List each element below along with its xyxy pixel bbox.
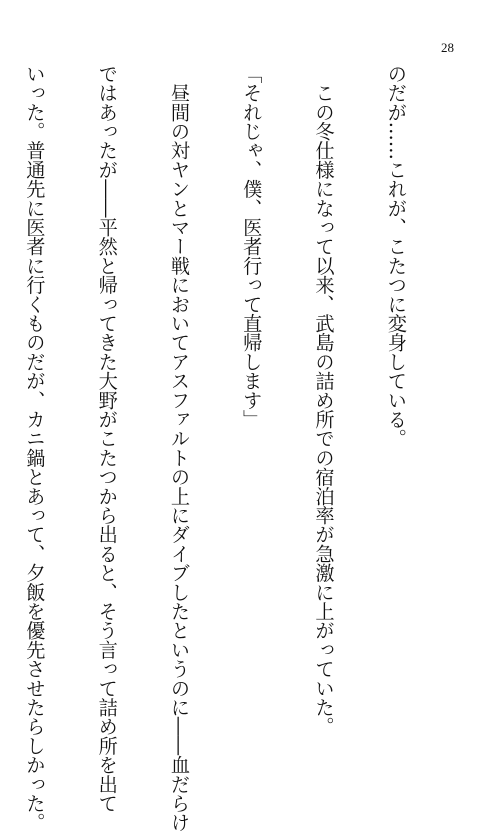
text-line: 昼間の対ヤンとマー戦においてアスファルトの上にダイブしたというのに――血だらけ [167,64,191,832]
text-line: この冬仕様になって以来、武島の詰め所での宿泊率が急激に上がっていた。 [312,64,336,736]
body-text [0,64,456,832]
text-line: のだが……これが、こたつに変身している。 [384,64,408,448]
text-line: ではあったが――平然と帰ってきた大野がこたつから出ると、そう言って詰め所を出て [95,64,119,813]
text-line: 「それじゃ、僕、医者行って直帰します」 [240,64,264,429]
text-line: いった。普通先に医者に行くものだが、カニ鍋とあって、夕飯を優先させたらしかった。 [23,64,47,832]
page-number: 28 [441,40,454,55]
